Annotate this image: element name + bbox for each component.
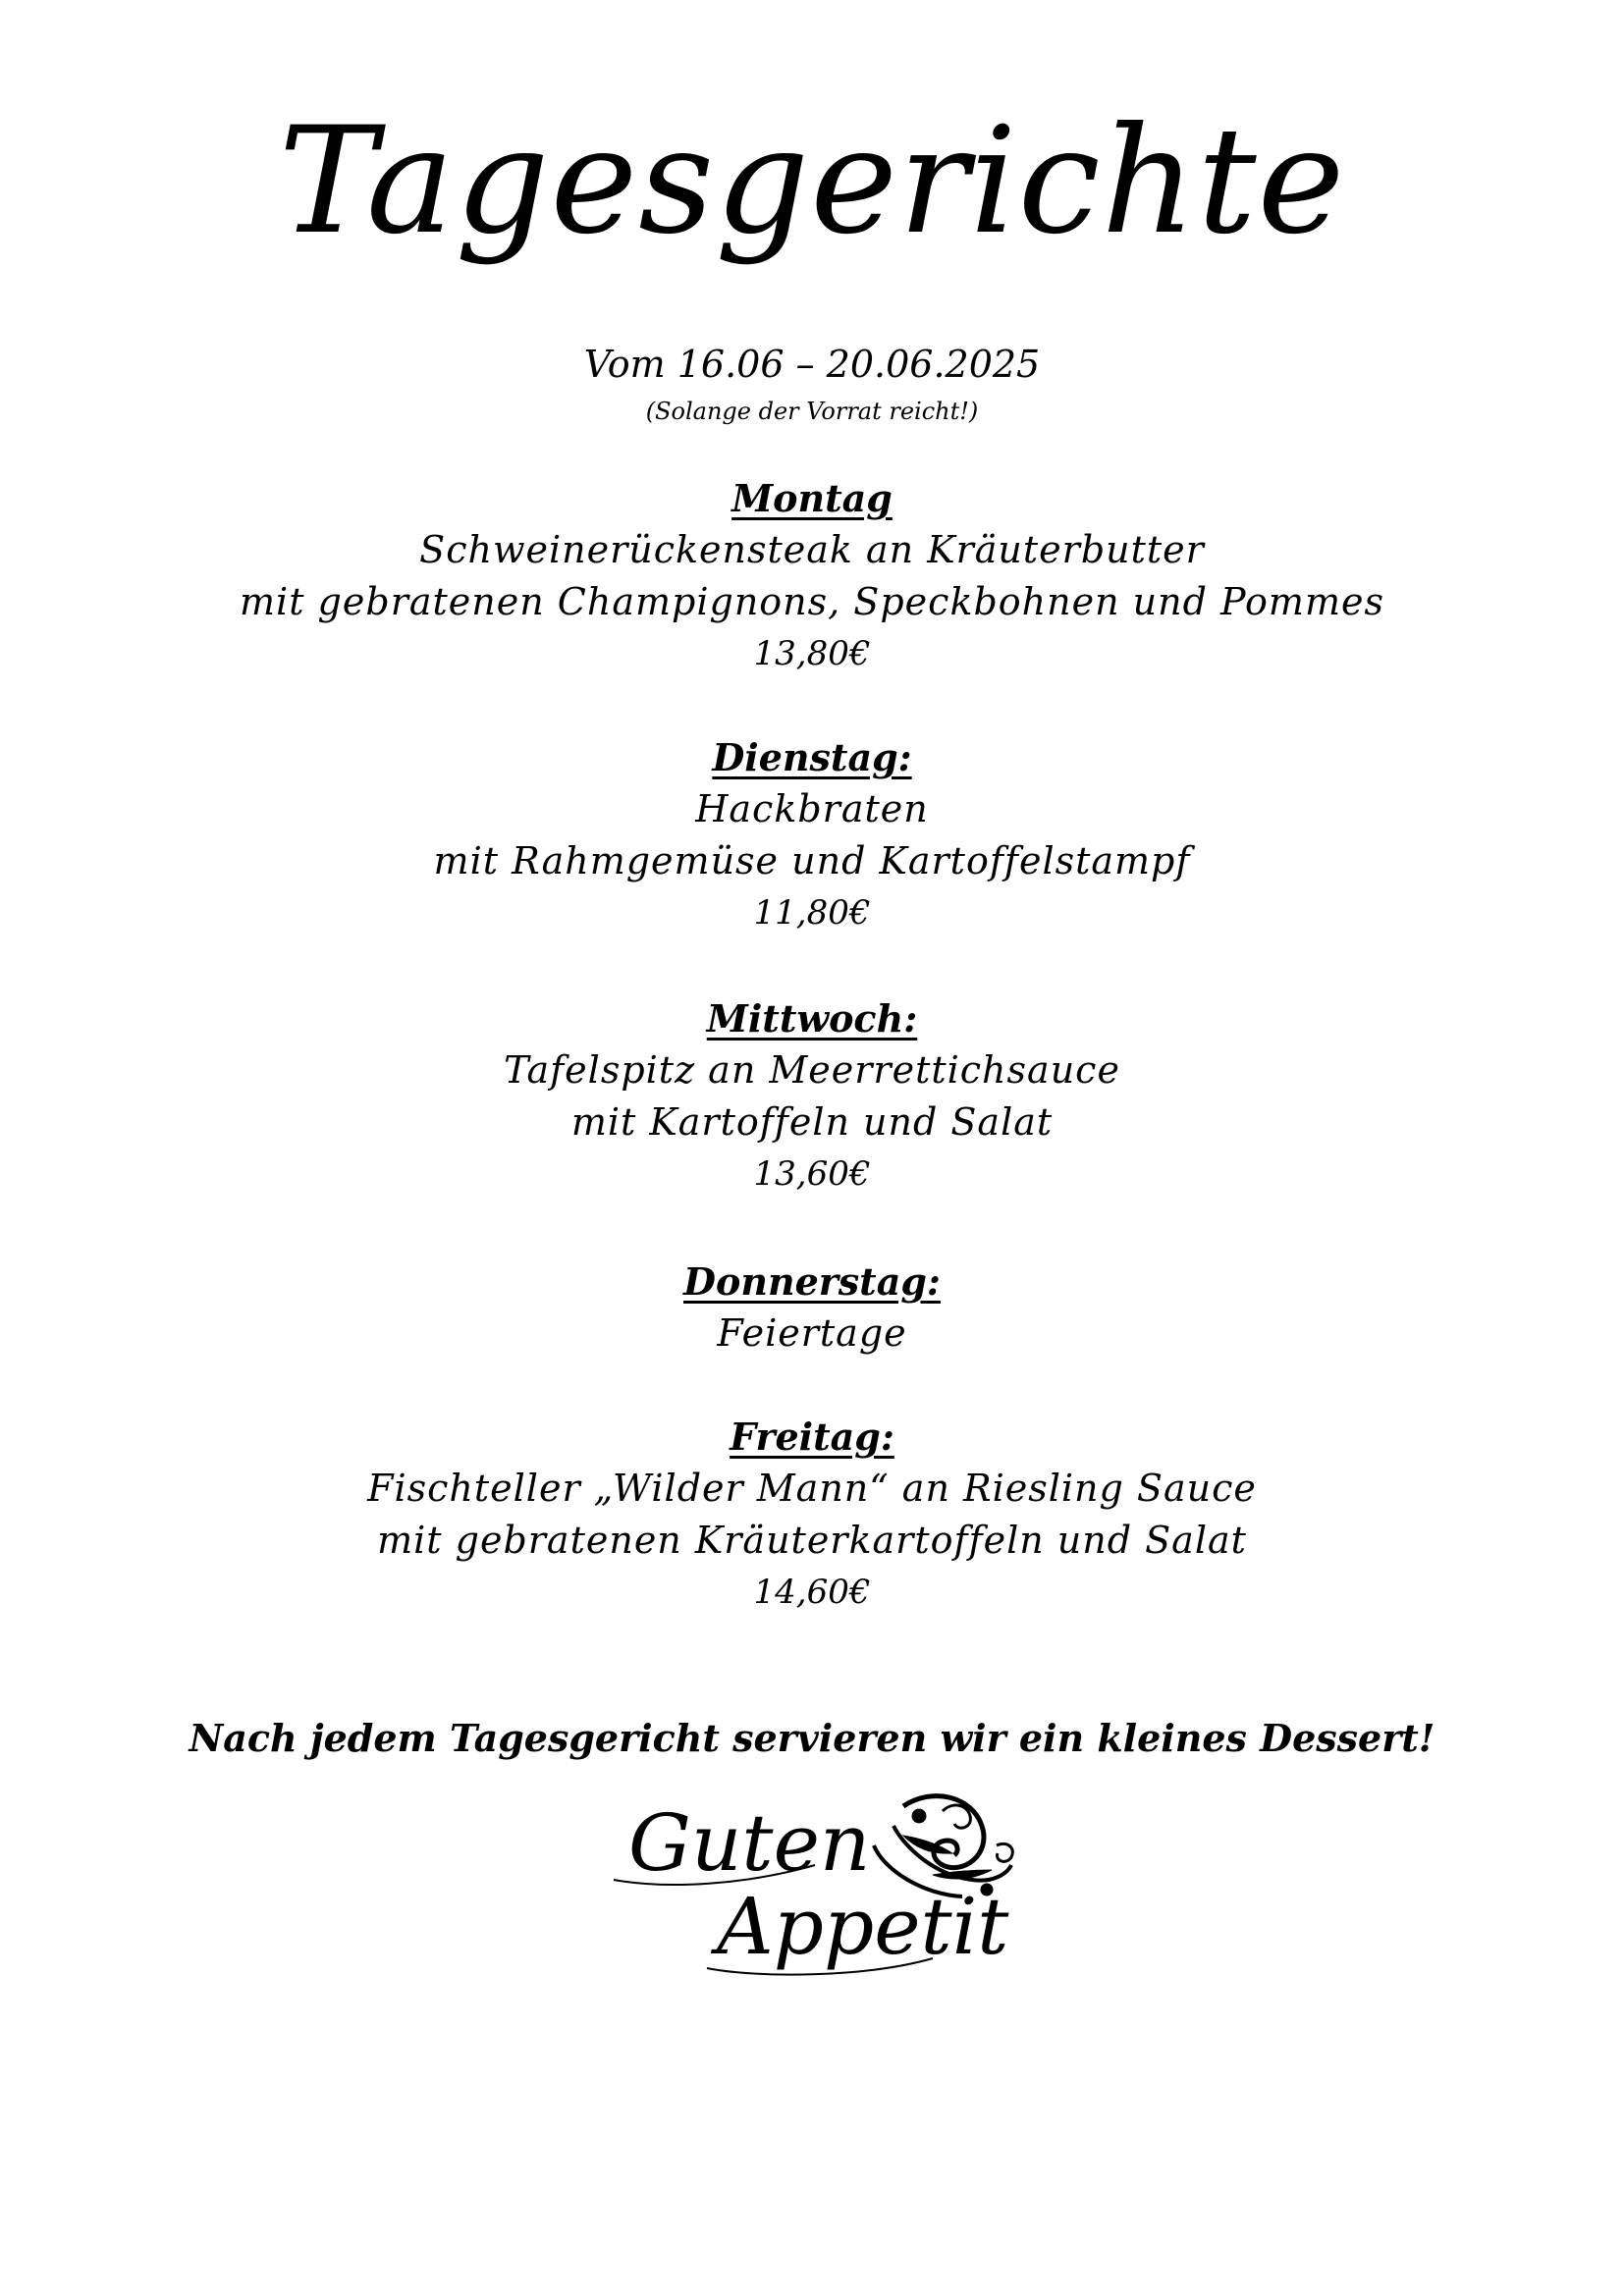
availability-note: (Solange der Vorrat reicht!)	[645, 398, 979, 425]
dish-price: 14,60€	[753, 1573, 871, 1612]
dish-price: 11,80€	[753, 893, 871, 933]
dessert-note: Nach jedem Tagesgericht servieren wir ein kleines Dessert!	[189, 1716, 1435, 1760]
date-range: Vom 16.06 – 20.06.2025	[583, 343, 1041, 386]
day-name: Donnerstag:	[683, 1259, 941, 1304]
dish-line: mit gebratenen Champignons, Speckbohnen und Pommes	[240, 580, 1384, 623]
logo-text-appetit: Appetit	[717, 1881, 1009, 1972]
day-name: Freitag:	[730, 1415, 894, 1459]
day-name: Dienstag:	[712, 735, 912, 779]
dish-price: 13,80€	[753, 634, 871, 673]
dish-line: mit Rahmgemüse und Kartoffelstampf	[433, 839, 1191, 882]
guten-appetit-logo	[609, 1787, 1021, 1983]
day-block-dienstag	[0, 732, 1624, 939]
dish-line: Tafelspitz an Meerrettichsauce	[504, 1048, 1120, 1092]
day-block-freitag	[0, 1412, 1624, 1619]
dish-line: Fischteller „Wilder Mann“ an Riesling Sauce	[367, 1467, 1257, 1510]
day-block-mittwoch	[0, 993, 1624, 1201]
dish-price: 13,60€	[753, 1154, 871, 1194]
dish-line: Feiertage	[717, 1311, 907, 1355]
page-title: Tagesgerichte	[278, 96, 1346, 267]
dish-line: Hackbraten	[695, 787, 929, 830]
dish-line: mit gebratenen Kräuterkartoffeln und Salat	[377, 1519, 1247, 1562]
day-name: Mittwoch:	[706, 996, 918, 1041]
logo-text-guten: Guten	[628, 1797, 871, 1889]
day-block-montag	[0, 473, 1624, 680]
dish-line: Schweinerückensteak an Kräuterbutter	[419, 528, 1205, 571]
dish-line: mit Kartoffeln und Salat	[570, 1100, 1054, 1144]
day-name: Montag	[731, 476, 893, 520]
day-block-donnerstag	[0, 1256, 1624, 1360]
